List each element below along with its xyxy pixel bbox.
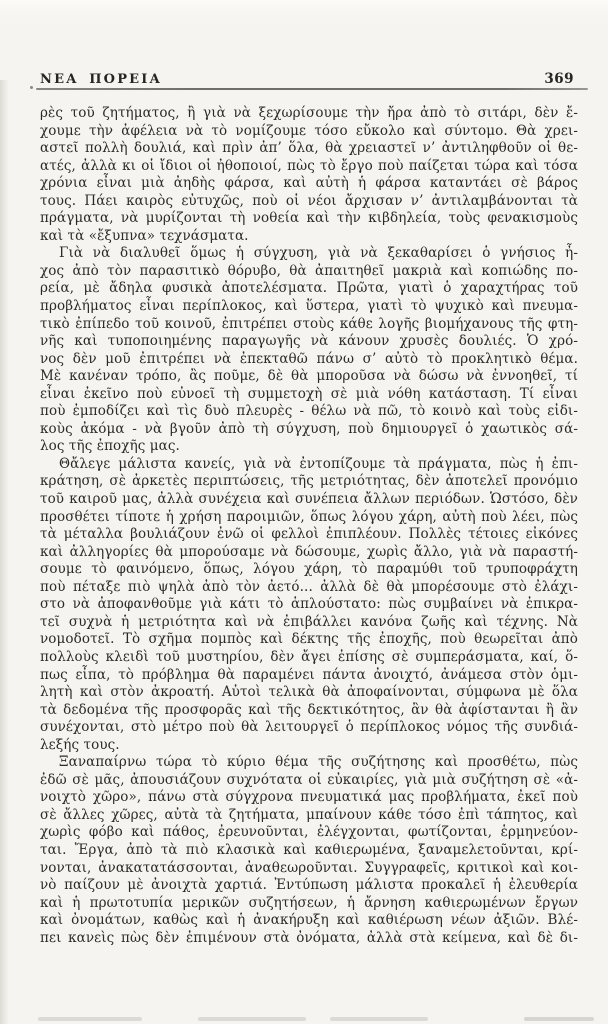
text-line: σὲ ἄλλες χῶρες, αὐτὰ τὰ ζητήματα, μπαίνουν κάθε τόσο ἐπὶ τάπητος, καὶ: [40, 806, 578, 823]
text-line: ἐδῶ σὲ μᾶς, ἀπουσιάζουν συχνότατα οἱ εὐκαιρίες, γιὰ μιὰ συζήτηση σὲ «ἀ-: [40, 771, 578, 788]
text-line: χουμε τὴν ἀφέλεια νὰ τὸ νομίζουμε τόσο εὔκολο καὶ σύντομο. Θὰ χρει-: [40, 122, 578, 139]
text-line: ποὺ πέταξε πιὸ ψηλὰ ἀπὸ τὸν ἀετό... ἀλλὰ δὲ θὰ μπορέσουμε στὸ ἐλάχι-: [40, 578, 578, 595]
bottom-scan-artifact: [198, 1017, 306, 1021]
bottom-scan-artifact: [330, 1017, 428, 1021]
text-line: Μὲ κανέναν τρόπο, ἂς ποῦμε, δὲ θὰ μποροῦσα νὰ δώσω νὰ ἐννοηθεῖ, τί: [40, 368, 578, 385]
text-line: νονται, ἀνακατατάσσονται, ἀναθεωροῦνται. Συγγραφεῖς, κριτικοὶ καὶ κοι-: [40, 859, 578, 876]
text-line: σουμε τὸ φαινόμενο, ὅπως, λόγου χάρη, τὸ παραμύθι τοῦ τρυποφράχτη: [40, 561, 578, 578]
scan-speck: [30, 86, 33, 89]
text-line: Γιὰ νὰ διαλυθεῖ ὅμως ἡ σύγχυση, γιὰ νὰ ξεκαθαρίσει ὁ γνήσιος ἦ-: [59, 245, 578, 262]
text-line: καὶ ἡ πρωτοτυπία μερικῶν συζητήσεων, ἡ ἄρνηση καθιερωμένων ἔργων: [40, 894, 578, 911]
paragraph-3: [40, 456, 578, 754]
text-line: Ξαναπαίρνω τώρα τὸ κύριο θέμα τῆς συζήτησης καὶ προσθέτω, πὼς: [59, 754, 578, 771]
text-line: καὶ τὰ «ἔξυπνα» τεχνάσματα.: [40, 227, 249, 244]
paragraph-4: [40, 754, 578, 947]
text-line: νοιχτὸ χῶρο», πάνω στὰ σύγχρονα πνευματικά μας προβλήματα, ἐκεῖ ποὺ: [40, 789, 578, 806]
text-line: ται. Ἔργα, ἀπὸ τὰ πιὸ κλασικὰ καὶ καθιερωμένα, ξαναμελετοῦνται, κρί-: [40, 841, 578, 858]
paragraph-2: [40, 245, 578, 456]
text-line: πολλοὺς κλειδὶ τοῦ μυστηρίου, δὲν ἄγει ἐπίσης σὲ συμπεράσματα, καί, ὅ-: [40, 648, 578, 665]
text-line: καὶ ὀνομάτων, καθὼς καὶ ἡ ἀνακήρυξη καὶ καθιέρωση νέων ἀξιῶν. Βλέ-: [40, 912, 578, 929]
page-header: [40, 71, 574, 87]
text-line: τὰ μέταλλα βουλιάζουν ἐνῶ οἱ φελλοὶ ἐπιπλέουν. Πολλὲς τέτοιες εἰκόνες: [40, 526, 578, 543]
text-line: λητὴ καὶ στὸν ἀκροατή. Αὐτοὶ τελικὰ θὰ ἀποφαίνονται, σύμφωνα μὲ ὅλα: [40, 684, 578, 701]
text-line: τεῖ συχνὰ ἡ μετριότητα καὶ νὰ ἐπιβάλλει κανόνα ζωῆς καὶ τέχνης. Νὰ: [40, 613, 578, 630]
bottom-scan-artifact: [38, 1017, 142, 1021]
text-line: τὰ δεδομένα τῆς προσφορᾶς καὶ τῆς δεκτικότητος, ἂν θὰ ἀφίστανται ἢ ἂν: [40, 701, 578, 718]
text-line: καὶ ἀλληγορίες θὰ μπορούσαμε νὰ δώσουμε, χωρὶς ἄλλο, γιὰ νὰ παραστή-: [40, 543, 578, 560]
text-line: Θἄλεγε μάλιστα κανείς, γιὰ νὰ ἐντοπίζουμε τὰ πράγματα, πὼς ἡ ἐπι-: [59, 455, 578, 472]
text-line: νομοδοτεῖ. Τὸ σχῆμα πομπὸς καὶ δέκτης τῆς ἐποχῆς, ποὺ θεωρεῖται ἀπὸ: [40, 631, 578, 648]
text-line: προβλήματος εἶναι περίπλοκος, καὶ ὕστερα, γιατὶ τὸ ψυχικὸ καὶ πνευμα-: [40, 298, 578, 315]
text-line: νὸ παίζουν μὲ ἀνοιχτὰ χαρτιά. Ἐντύπωση μάλιστα προκαλεῖ ἡ ἐλευθερία: [40, 877, 578, 894]
text-line: προσθέτει τίποτε ἡ χρήση παροιμιῶν, ὅπως λόγου χάρη, αὐτὴ ποὺ λέει, πὼς: [40, 508, 578, 525]
bottom-scan-artifact: [524, 1017, 594, 1021]
text-line: τικὸ ἐπίπεδο τοῦ κοινοῦ, ἐπιτρέπει στοὺς κάθε λογῆς βιομήχανους τῆς φτη-: [40, 315, 578, 332]
text-line: πως εἶπα, τὸ πρόβλημα θὰ παραμένει πάντα ἀνοιχτό, ἀνάμεσα στὸν ὁμι-: [40, 666, 578, 683]
text-line: νῆς καὶ τυποποιημένης παραγωγῆς νὰ κάνουν χρυσὲς δουλιές. Ὁ χρό-: [40, 333, 578, 350]
text-line: ατές, ἀλλὰ κι οἱ ἴδιοι οἱ ἠθοποιοί, πὼς τὸ ἔργο ποὺ παίζεται τώρα καὶ τόσα: [40, 157, 578, 174]
text-line: χος ἀπὸ τὸν παρασιτικὸ θόρυβο, θὰ ἀπαιτηθεῖ μακριὰ καὶ κοπιώδης πο-: [40, 262, 578, 279]
text-line: στο νὰ ἀποφανθοῦμε γιὰ κάτι τὸ ἁπλούστατο: πὼς συμβαίνει νὰ ἐπικρα-: [40, 596, 578, 613]
running-title: ΝΕΑ ΠΟΡΕΙΑ: [40, 72, 162, 87]
text-line: κράτηση, σὲ ἀρκετὲς περιπτώσεις, τῆς μετριότητας, δὲν ἀποτελεῖ προνόμιο: [40, 473, 578, 490]
text-line: τοῦ καιροῦ μας, ἀλλὰ συνέχεια καὶ συνέπεια ἄλλων περιόδων. Ὡστόσο, δὲν: [40, 491, 578, 508]
text-line: ρεία, μὲ ἄδηλα φυσικὰ ἀποτελέσματα. Πρῶτα, γιατὶ ὁ χαραχτήρας τοῦ: [40, 280, 578, 297]
text-line: λος τῆς ἐποχῆς μας.: [40, 438, 180, 455]
left-scan-shadow: [0, 80, 9, 1024]
text-line: ποὺ ἐμποδίζει καὶ τὶς δυὸ πλευρὲς - θέλω νὰ πῶ, τὸ κοινὸ καὶ τοὺς εἰδι-: [40, 403, 578, 420]
body-text: [40, 105, 578, 947]
text-line: συνέχονται, στὸ μέτρο ποὺ θὰ λειτουργεῖ ὁ περίπλοκος νόμος τῆς συνδιά-: [40, 719, 578, 736]
text-line: πει κανεὶς πὼς δὲν ἐπιμένουν στὰ ὀνόματα, ἀλλὰ στὰ κείμενα, καὶ δὲ δι-: [40, 929, 578, 946]
text-line: νος δὲν μοῦ ἐπιτρέπει νὰ ἐπεκταθῶ πάνω σ’ αὐτὸ τὸ προκλητικὸ θέμα.: [40, 350, 578, 367]
text-line: αστεῖ πολλὴ δουλιά, καὶ πρὶν ἀπ’ ὅλα, θὰ χρειαστεῖ ν’ ἀντιληφθοῦν οἱ θε-: [40, 140, 578, 157]
page-number: 369: [544, 71, 574, 87]
text-line: χωρὶς φόβο καὶ πάθος, ἐρευνοῦνται, ἐλέγχονται, φωτίζονται, ἑρμηνεύον-: [40, 824, 578, 841]
text-line: πράγματα, νὰ μυρίζονται τὴ νοθεία καὶ τὴν κιβδηλεία, τοὺς φενακισμοὺς: [40, 210, 578, 227]
text-line: ρὲς τοῦ ζητήματος, ἢ γιὰ νὰ ξεχωρίσουμε τὴν ἤρα ἀπὸ τὸ σιτάρι, δὲν ἔ-: [40, 105, 578, 121]
text-line: λεξής τους.: [40, 736, 120, 753]
text-line: εἶναι ἐκεῖνο ποὺ εὐνοεῖ τὴ συμμετοχὴ σὲ μιὰ νόθη κατάσταση. Τί εἶναι: [40, 385, 578, 402]
paragraph-1: [40, 105, 578, 245]
header-rule: [36, 88, 588, 90]
text-line: τους. Πάει καιρὸς εὐτυχῶς, ποὺ οἱ νέοι ἄρχισαν ν’ ἀντιλαμβάνονται τὰ: [40, 192, 578, 209]
text-line: χρόνια εἶναι μιὰ ἀηδὴς φάρσα, καὶ αὐτὴ ἡ φάρσα καταντάει σὲ βάρος: [40, 175, 578, 192]
text-line: κοὺς ἀκόμα - νὰ βγοῦν ἀπὸ τὴ σύγχυση, ποὺ δημιουργεῖ ὁ χαωτικὸς σά-: [40, 420, 578, 437]
